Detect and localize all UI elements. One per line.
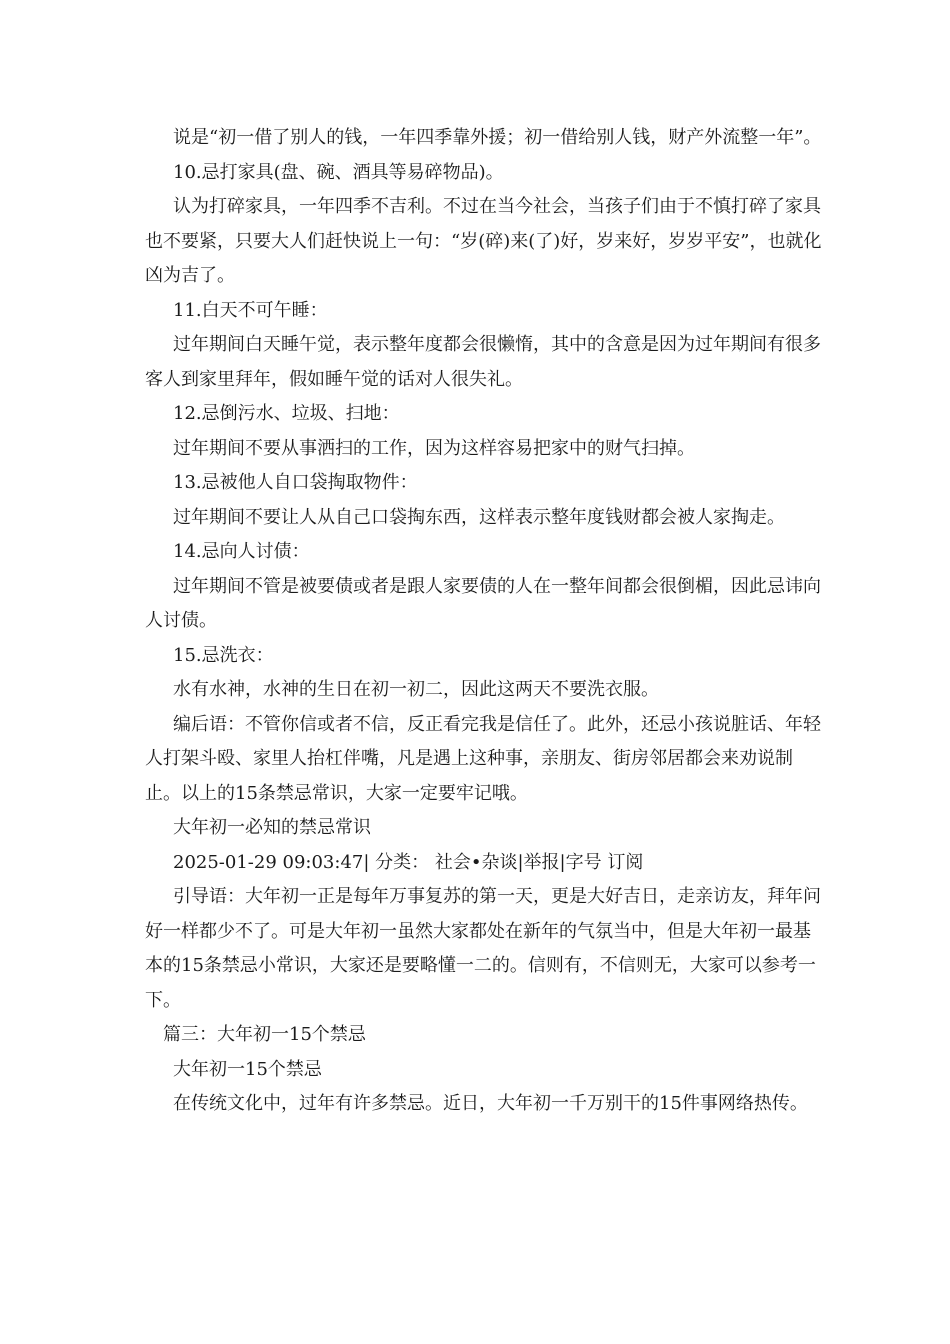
paragraph: 水有水神，水神的生日在初一初二，因此这两天不要洗衣服。 bbox=[173, 679, 659, 700]
paragraph: 过年期间不要从事洒扫的工作，因为这样容易把家中的财气扫掉。 bbox=[173, 437, 695, 459]
list-item-heading: 12.忌倒污水、垃圾、扫地： bbox=[173, 403, 400, 424]
paragraph: 在传统文化中，过年有许多禁忌。近日，大年初一千万别干的15件事网络热传。 bbox=[173, 1093, 808, 1114]
section-title: 大年初一15个禁忌 bbox=[173, 1058, 322, 1080]
paragraph: 过年期间不要让人从自己口袋掏东西，这样表示整年度钱财都会被人家掏走。 bbox=[173, 506, 785, 528]
list-item-heading: 13.忌被他人自口袋掏取物件： bbox=[173, 472, 418, 493]
document-body bbox=[145, 121, 825, 1122]
paragraph: 说是“初一借了别人的钱，一年四季靠外援；初一借给别人钱，财产外流整一年”。 bbox=[173, 127, 822, 148]
editor-note: 编后语：不管你信或者不信，反正看完我是信任了。此外，还忌小孩说脏话、年轻人打架斗殴、家里人抬杠伴嘴，凡是遇上这种事，亲朋友、街房邻居都会来劝说制止。以上的15条禁忌常识，大家一定要牢记哦。 bbox=[145, 713, 821, 804]
intro-paragraph: 引导语：大年初一正是每年万事复苏的第一天，更是大好吉日，走亲访友，拜年问好一样都少不了。可是大年初一虽然大家都处在新年的气氛当中，但是大年初一最基本的15条禁忌小常识，大家还是要略懂一二的。信则有，不信则无，大家可以参考一下。 bbox=[145, 886, 821, 1011]
list-item-heading: 15.忌洗衣： bbox=[173, 644, 274, 666]
section-heading: 篇三：大年初一15个禁忌 bbox=[163, 1024, 366, 1045]
article-meta: 2025-01-29 09:03:47| 分类： 社会•杂谈|举报|字号 订阅 bbox=[173, 851, 644, 873]
article-title: 大年初一必知的禁忌常识 bbox=[173, 817, 371, 838]
list-item-heading: 11.白天不可午睡： bbox=[173, 299, 328, 321]
paragraph: 过年期间不管是被要债或者是跟人家要债的人在一整年间都会很倒楣，因此忌讳向人讨债。 bbox=[145, 575, 821, 631]
list-item-heading: 10.忌打家具(盘、碗、酒具等易碎物品)。 bbox=[173, 161, 504, 183]
paragraph: 过年期间白天睡午觉，表示整年度都会很懒惰，其中的含意是因为过年期间有很多客人到家里拜年，假如睡午觉的话对人很失礼。 bbox=[145, 334, 821, 390]
list-item-heading: 14.忌向人讨债： bbox=[173, 541, 310, 562]
paragraph: 认为打碎家具，一年四季不吉利。不过在当今社会，当孩子们由于不慎打碎了家具也不要紧，只要大人们赶快说上一句：“岁(碎)来(了)好，岁来好，岁岁平安”，也就化凶为吉了。 bbox=[145, 196, 822, 286]
